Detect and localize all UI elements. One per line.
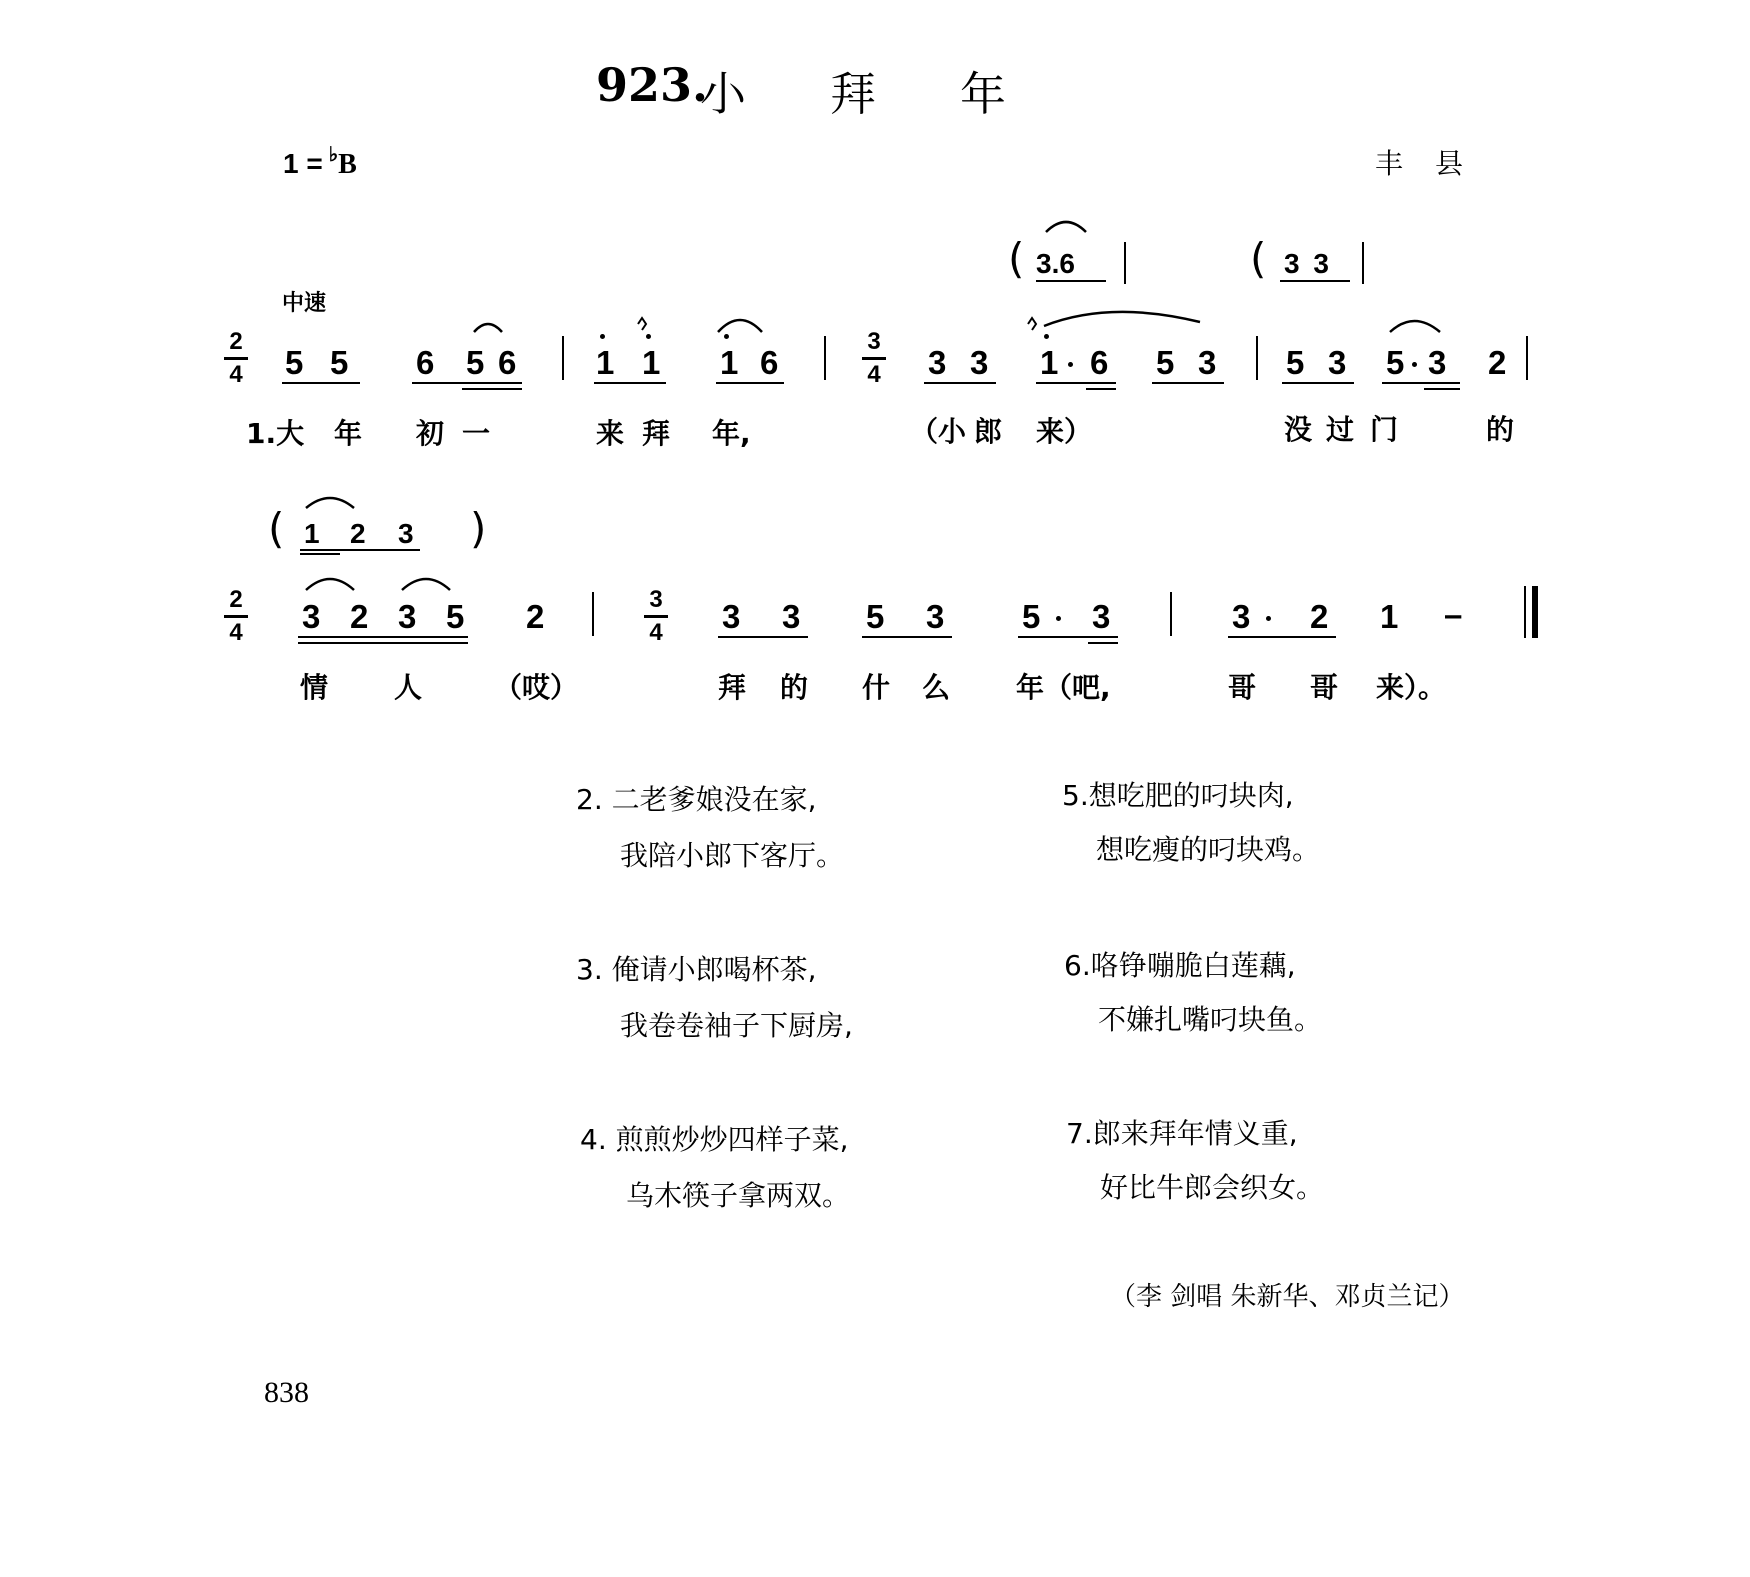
ossia-note: 3 3 bbox=[1284, 248, 1329, 279]
dash: – bbox=[1444, 596, 1463, 633]
verse-line: 想吃瘦的叼块鸡。 bbox=[1096, 833, 1321, 866]
note: 6 bbox=[498, 344, 517, 381]
ts-top: 3 bbox=[649, 586, 663, 613]
note: 6 bbox=[416, 344, 435, 381]
note: 1 bbox=[642, 344, 661, 381]
verse-line: 4. 煎煎炒炒四样子菜, bbox=[580, 1123, 849, 1156]
grace-mark bbox=[1028, 318, 1036, 330]
slur bbox=[1044, 312, 1200, 326]
lyric: 哥 bbox=[1228, 671, 1257, 704]
note: 5 bbox=[1386, 344, 1405, 381]
note: 3 bbox=[1232, 598, 1251, 635]
note: 2 bbox=[1310, 598, 1329, 635]
ossia-paren-close: ) bbox=[470, 504, 487, 553]
slur bbox=[306, 579, 354, 590]
ossia-underline bbox=[300, 553, 340, 555]
grace-mark bbox=[638, 318, 646, 330]
note: 5 bbox=[1286, 344, 1305, 381]
lyric: 来） bbox=[1036, 415, 1093, 448]
lyric: 的 bbox=[780, 671, 809, 704]
ossia-note: 3 bbox=[398, 518, 414, 549]
ossia-paren-open: ( bbox=[268, 504, 285, 553]
ts-bar bbox=[644, 615, 668, 618]
note: 1 bbox=[1380, 598, 1399, 635]
lyric: 拜 bbox=[642, 417, 671, 450]
slur bbox=[1390, 321, 1440, 332]
ts-bar bbox=[224, 615, 248, 618]
note: 3 bbox=[782, 598, 801, 635]
time-signature bbox=[644, 588, 668, 645]
beam bbox=[1018, 636, 1118, 638]
verse-line: 我陪小郎下客厅。 bbox=[620, 839, 845, 872]
flat-icon: ♭ bbox=[328, 144, 339, 166]
verse-line: 6.咯铮嘣脆白莲藕, bbox=[1064, 949, 1296, 982]
note: 6 bbox=[760, 344, 779, 381]
lyric: 什 bbox=[862, 671, 891, 704]
note: 2 bbox=[526, 598, 545, 635]
lyric: 郎 bbox=[974, 415, 1003, 448]
lyric: 过 bbox=[1326, 413, 1355, 446]
lyric: （哎） bbox=[494, 671, 579, 704]
note: 5 bbox=[866, 598, 885, 635]
note: 1 bbox=[596, 344, 615, 381]
barline bbox=[1170, 592, 1172, 636]
verse-line: 乌木筷子拿两双。 bbox=[626, 1179, 851, 1212]
note: 3 bbox=[398, 598, 417, 635]
augmentation-dot bbox=[1266, 616, 1271, 621]
lyric: 年（吧, bbox=[1016, 671, 1111, 704]
slur bbox=[474, 324, 502, 332]
beam bbox=[862, 636, 952, 638]
verse-line: 5.想吃肥的叼块肉, bbox=[1062, 779, 1294, 812]
verse-line: 我卷卷袖子下厨房, bbox=[620, 1009, 853, 1042]
ossia-paren-open: ( bbox=[1008, 234, 1025, 283]
lyric: 初 bbox=[416, 417, 445, 450]
song-title: 小拜年 bbox=[700, 67, 1090, 121]
beam bbox=[1228, 636, 1336, 638]
lyric: 人 bbox=[394, 671, 423, 704]
verse-line: 不嫌扎嘴叼块鱼。 bbox=[1098, 1003, 1323, 1036]
ts-top: 2 bbox=[229, 328, 243, 355]
note: 5 bbox=[1022, 598, 1041, 635]
note: 3 bbox=[926, 598, 945, 635]
note: 3 bbox=[1092, 598, 1111, 635]
ts-bottom: 4 bbox=[229, 619, 243, 646]
note: 5 bbox=[1156, 344, 1175, 381]
note: 5 bbox=[330, 344, 349, 381]
key-prefix: 1 = bbox=[283, 148, 323, 179]
lyric: 来）。 bbox=[1376, 671, 1447, 704]
lyric: 的 bbox=[1486, 413, 1515, 446]
ts-bottom: 4 bbox=[867, 361, 881, 388]
note: 3 bbox=[302, 598, 321, 635]
lyric: 情 bbox=[300, 671, 329, 704]
lyric: 年, bbox=[712, 417, 751, 450]
barline bbox=[592, 592, 594, 636]
note: 1 bbox=[720, 344, 739, 381]
lyric: 1.大 bbox=[246, 417, 305, 450]
ts-bottom: 4 bbox=[649, 619, 663, 646]
augmentation-dot bbox=[1056, 616, 1061, 621]
slur bbox=[1046, 222, 1086, 232]
credit-line: （李 剑唱 朱新华、邓贞兰记） bbox=[1110, 1282, 1465, 1312]
final-barline-thick bbox=[1532, 586, 1538, 638]
note: 5 bbox=[285, 344, 304, 381]
ts-top: 2 bbox=[229, 586, 243, 613]
ossia-note: 1 bbox=[304, 518, 320, 549]
lyric: 拜 bbox=[718, 671, 747, 704]
beam bbox=[298, 642, 468, 644]
note: 3 bbox=[1328, 344, 1347, 381]
lyric: 哥 bbox=[1310, 671, 1339, 704]
ossia-note: 3.6 bbox=[1036, 248, 1075, 279]
ts-bottom: 4 bbox=[229, 361, 243, 388]
tempo-marking: 中速 bbox=[282, 291, 327, 316]
note: 3 bbox=[722, 598, 741, 635]
page-number: 838 bbox=[264, 1376, 309, 1409]
lyric: 没 bbox=[1284, 413, 1313, 446]
song-number: 923. bbox=[596, 58, 709, 112]
note: 2 bbox=[1488, 344, 1507, 381]
note: 3 bbox=[1428, 344, 1447, 381]
key-note: B bbox=[338, 149, 357, 180]
verse-line: 7.郎来拜年情义重, bbox=[1066, 1117, 1298, 1150]
ts-top: 3 bbox=[867, 328, 881, 355]
final-barline-thin bbox=[1524, 586, 1526, 638]
note: 3 bbox=[970, 344, 989, 381]
slur bbox=[718, 320, 762, 332]
lyric: （小 bbox=[910, 415, 967, 448]
note: 5 bbox=[446, 598, 465, 635]
beam bbox=[718, 636, 808, 638]
verse-line: 3. 俺请小郎喝杯茶, bbox=[576, 953, 817, 986]
verse-line: 2. 二老爹娘没在家, bbox=[576, 783, 817, 816]
note: 1 bbox=[1040, 344, 1059, 381]
lyric: 年 bbox=[334, 417, 363, 450]
ossia-note: 2 bbox=[350, 518, 366, 549]
lyric: 来 bbox=[596, 417, 625, 450]
note: 5 bbox=[466, 344, 485, 381]
ossia-underline bbox=[300, 549, 420, 551]
beam bbox=[1088, 642, 1118, 644]
beam bbox=[298, 636, 468, 638]
lyric: 么 bbox=[922, 671, 951, 704]
region-label: 丰县 bbox=[1375, 147, 1496, 180]
ossia-paren-open: ( bbox=[1250, 234, 1267, 283]
note: 3 bbox=[928, 344, 947, 381]
lyric: 门 bbox=[1370, 413, 1399, 446]
time-signature bbox=[224, 588, 248, 645]
verse-line: 好比牛郎会织女。 bbox=[1100, 1171, 1325, 1204]
note: 3 bbox=[1198, 344, 1217, 381]
note: 6 bbox=[1090, 344, 1109, 381]
note: 2 bbox=[350, 598, 369, 635]
lyric: 一 bbox=[462, 417, 491, 450]
slur bbox=[402, 579, 450, 590]
slur bbox=[306, 498, 354, 508]
